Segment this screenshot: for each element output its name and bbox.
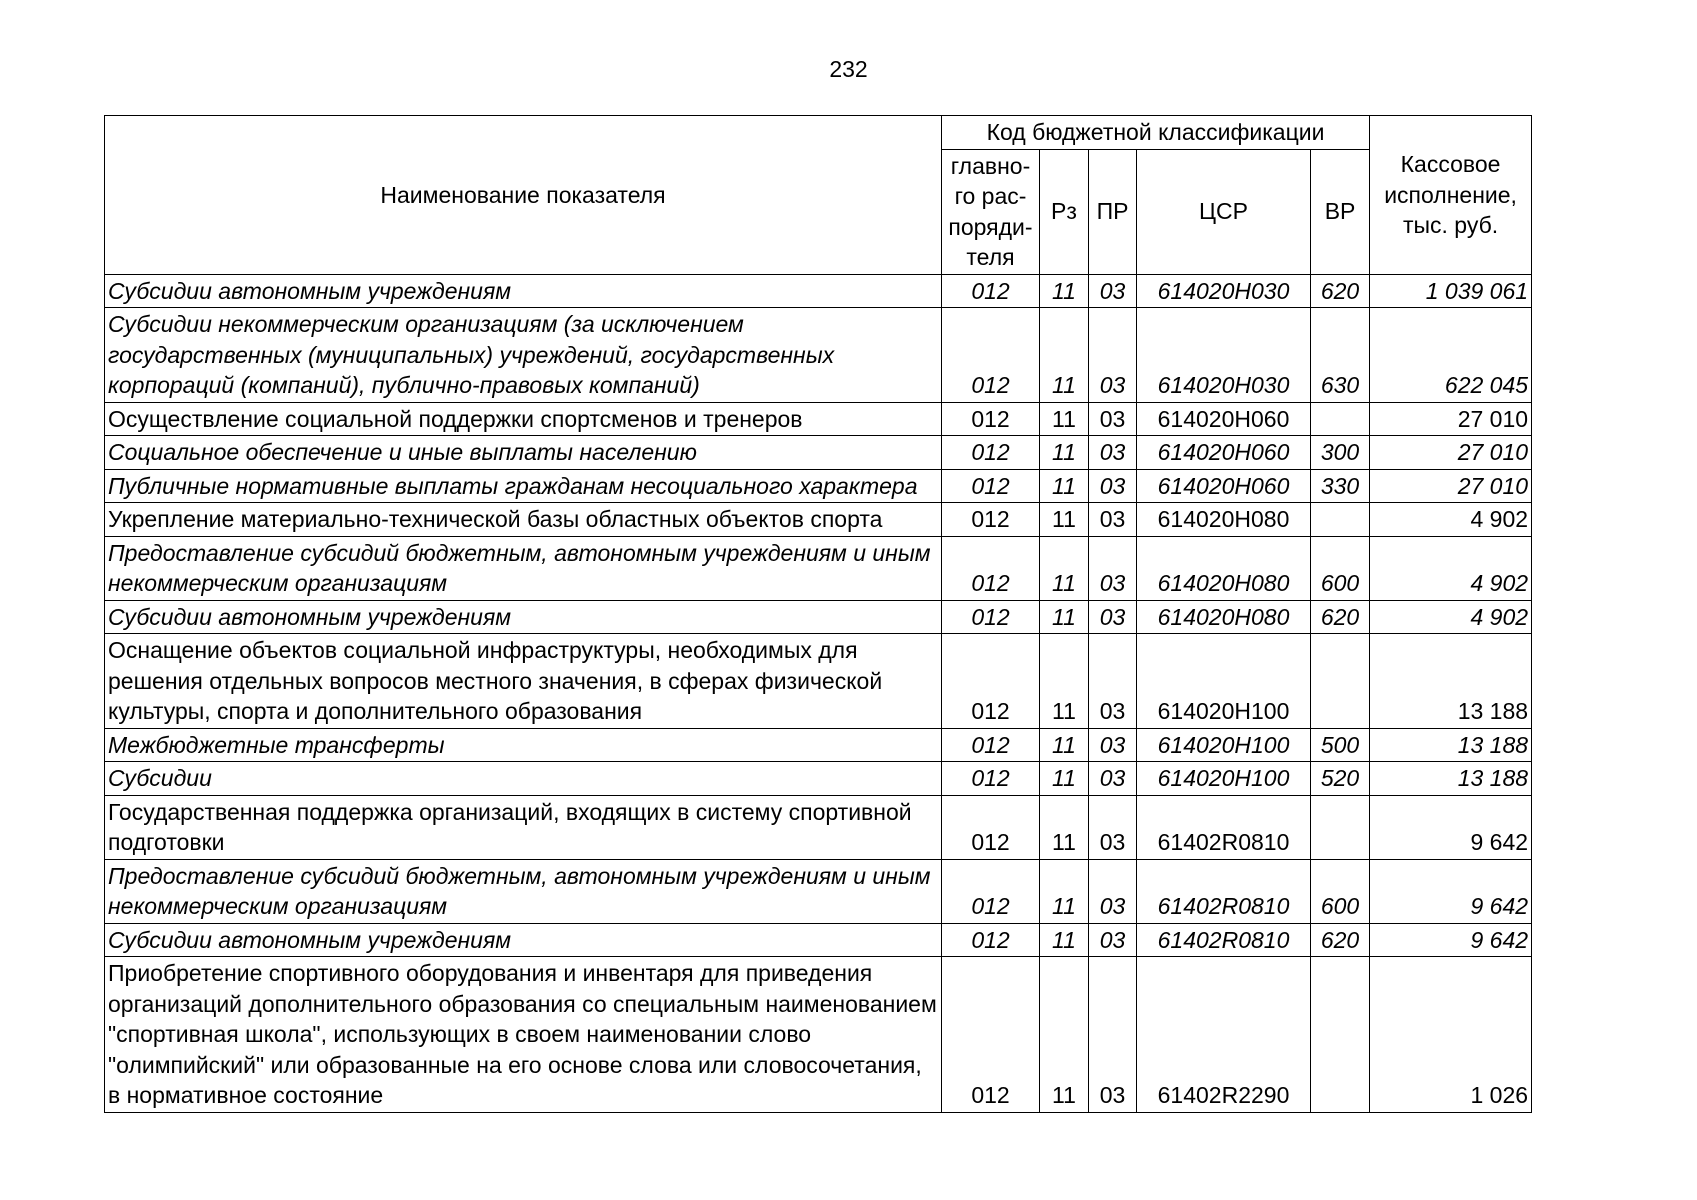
row-target-article: 614020Н080: [1137, 536, 1311, 600]
row-expense-type: [1311, 634, 1370, 729]
row-subsection: 03: [1089, 762, 1137, 796]
row-name: Осуществление социальной поддержки спортсменов и тренеров: [105, 402, 942, 436]
row-expense-type: 620: [1311, 600, 1370, 634]
row-section: 11: [1040, 762, 1089, 796]
row-expense-type: 500: [1311, 728, 1370, 762]
row-name: Социальное обеспечение и иные выплаты населению: [105, 436, 942, 470]
row-expense-type: 520: [1311, 762, 1370, 796]
header-name: Наименование показателя: [105, 116, 942, 275]
row-target-article: 614020Н030: [1137, 308, 1311, 403]
row-main-manager: 012: [942, 795, 1040, 859]
row-target-article: 61402R0810: [1137, 859, 1311, 923]
row-subsection: 03: [1089, 503, 1137, 537]
table-row: [105, 436, 1532, 470]
row-main-manager: 012: [942, 634, 1040, 729]
row-name: Публичные нормативные выплаты гражданам несоциального характера: [105, 469, 942, 503]
row-main-manager: 012: [942, 402, 1040, 436]
row-expense-type: [1311, 795, 1370, 859]
header-subsection: ПР: [1089, 149, 1137, 274]
table-body: [105, 274, 1532, 1112]
row-expense-type: [1311, 503, 1370, 537]
row-main-manager: 012: [942, 308, 1040, 403]
header-budget-code-group: Код бюджетной классификации: [942, 116, 1370, 150]
row-cash-execution: 9 642: [1370, 859, 1532, 923]
row-target-article: 614020Н100: [1137, 762, 1311, 796]
row-section: 11: [1040, 274, 1089, 308]
row-name: Предоставление субсидий бюджетным, автономным учреждениям и иным некоммерческим организациям: [105, 859, 942, 923]
table-row: [105, 728, 1532, 762]
row-name: Приобретение спортивного оборудования и инвентаря для приведения организаций дополнительного образования со специальным наименованием "спортивная школа", использующих в своем наименовании слово "олимпийский" или образованные на его основе слова или словосочетания, в нормативное состояние: [105, 957, 942, 1113]
row-target-article: 61402R0810: [1137, 795, 1311, 859]
row-target-article: 614020Н080: [1137, 600, 1311, 634]
row-section: 11: [1040, 436, 1089, 470]
row-subsection: 03: [1089, 728, 1137, 762]
row-cash-execution: 9 642: [1370, 923, 1532, 957]
row-section: 11: [1040, 728, 1089, 762]
table-row: [105, 308, 1532, 403]
row-target-article: 614020Н060: [1137, 436, 1311, 470]
row-subsection: 03: [1089, 536, 1137, 600]
header-section: Рз: [1040, 149, 1089, 274]
row-name: Субсидии автономным учреждениям: [105, 274, 942, 308]
row-cash-execution: 9 642: [1370, 795, 1532, 859]
row-cash-execution: 27 010: [1370, 436, 1532, 470]
row-subsection: 03: [1089, 859, 1137, 923]
header-main-manager: главно-го рас-поряди-теля: [942, 149, 1040, 274]
row-name: Субсидии автономным учреждениям: [105, 600, 942, 634]
row-main-manager: 012: [942, 536, 1040, 600]
row-name: Укрепление материально-технической базы областных объектов спорта: [105, 503, 942, 537]
header-target-article: ЦСР: [1137, 149, 1311, 274]
row-section: 11: [1040, 600, 1089, 634]
row-main-manager: 012: [942, 469, 1040, 503]
page-number: 232: [829, 56, 868, 82]
row-section: 11: [1040, 402, 1089, 436]
row-target-article: 614020Н060: [1137, 469, 1311, 503]
header-cash-execution: Кассовое исполнение, тыс. руб.: [1370, 116, 1532, 275]
table-row: [105, 503, 1532, 537]
row-section: 11: [1040, 308, 1089, 403]
row-main-manager: 012: [942, 436, 1040, 470]
row-cash-execution: 4 902: [1370, 503, 1532, 537]
row-section: 11: [1040, 503, 1089, 537]
row-name: Субсидии некоммерческим организациям (за исключением государственных (муниципальных) учреждений, государственных корпораций (компаний), публично-правовых компаний): [105, 308, 942, 403]
row-expense-type: 600: [1311, 859, 1370, 923]
row-expense-type: [1311, 957, 1370, 1113]
row-name: Государственная поддержка организаций, входящих в систему спортивной подготовки: [105, 795, 942, 859]
table-row: [105, 536, 1532, 600]
row-main-manager: 012: [942, 503, 1040, 537]
row-cash-execution: 13 188: [1370, 634, 1532, 729]
row-cash-execution: 4 902: [1370, 600, 1532, 634]
table-row: [105, 957, 1532, 1113]
row-name: Межбюджетные трансферты: [105, 728, 942, 762]
table-row: [105, 634, 1532, 729]
row-main-manager: 012: [942, 728, 1040, 762]
row-main-manager: 012: [942, 923, 1040, 957]
row-section: 11: [1040, 957, 1089, 1113]
row-cash-execution: 27 010: [1370, 469, 1532, 503]
row-cash-execution: 27 010: [1370, 402, 1532, 436]
row-target-article: 61402R0810: [1137, 923, 1311, 957]
header-expense-type: ВР: [1311, 149, 1370, 274]
row-main-manager: 012: [942, 600, 1040, 634]
table-row: [105, 402, 1532, 436]
row-expense-type: 330: [1311, 469, 1370, 503]
table-row: [105, 274, 1532, 308]
row-target-article: 614020Н100: [1137, 634, 1311, 729]
table-row: [105, 923, 1532, 957]
row-subsection: 03: [1089, 634, 1137, 729]
row-cash-execution: 1 026: [1370, 957, 1532, 1113]
row-subsection: 03: [1089, 957, 1137, 1113]
row-section: 11: [1040, 634, 1089, 729]
row-subsection: 03: [1089, 436, 1137, 470]
row-subsection: 03: [1089, 795, 1137, 859]
row-subsection: 03: [1089, 923, 1137, 957]
table-row: [105, 762, 1532, 796]
row-subsection: 03: [1089, 308, 1137, 403]
row-expense-type: 600: [1311, 536, 1370, 600]
row-target-article: 614020Н030: [1137, 274, 1311, 308]
row-cash-execution: 1 039 061: [1370, 274, 1532, 308]
table-row: [105, 600, 1532, 634]
row-main-manager: 012: [942, 274, 1040, 308]
table-row: [105, 859, 1532, 923]
row-name: Предоставление субсидий бюджетным, автономным учреждениям и иным некоммерческим организациям: [105, 536, 942, 600]
row-expense-type: 300: [1311, 436, 1370, 470]
row-cash-execution: 4 902: [1370, 536, 1532, 600]
row-name: Субсидии: [105, 762, 942, 796]
row-cash-execution: 13 188: [1370, 762, 1532, 796]
row-target-article: 614020Н080: [1137, 503, 1311, 537]
table-row: [105, 795, 1532, 859]
row-expense-type: 620: [1311, 923, 1370, 957]
row-target-article: 61402R2290: [1137, 957, 1311, 1113]
row-name: Оснащение объектов социальной инфраструктуры, необходимых для решения отдельных вопросов местного значения, в сферах физической культуры, спорта и дополнительного образования: [105, 634, 942, 729]
row-name: Субсидии автономным учреждениям: [105, 923, 942, 957]
row-expense-type: 630: [1311, 308, 1370, 403]
row-section: 11: [1040, 536, 1089, 600]
row-expense-type: [1311, 402, 1370, 436]
row-section: 11: [1040, 469, 1089, 503]
row-subsection: 03: [1089, 402, 1137, 436]
row-target-article: 614020Н060: [1137, 402, 1311, 436]
row-subsection: 03: [1089, 274, 1137, 308]
row-section: 11: [1040, 923, 1089, 957]
budget-table: [104, 115, 1532, 1113]
row-target-article: 614020Н100: [1137, 728, 1311, 762]
row-main-manager: 012: [942, 859, 1040, 923]
row-cash-execution: 13 188: [1370, 728, 1532, 762]
row-subsection: 03: [1089, 469, 1137, 503]
row-section: 11: [1040, 859, 1089, 923]
row-cash-execution: 622 045: [1370, 308, 1532, 403]
row-subsection: 03: [1089, 600, 1137, 634]
row-main-manager: 012: [942, 762, 1040, 796]
table-row: [105, 469, 1532, 503]
row-main-manager: 012: [942, 957, 1040, 1113]
row-expense-type: 620: [1311, 274, 1370, 308]
row-section: 11: [1040, 795, 1089, 859]
